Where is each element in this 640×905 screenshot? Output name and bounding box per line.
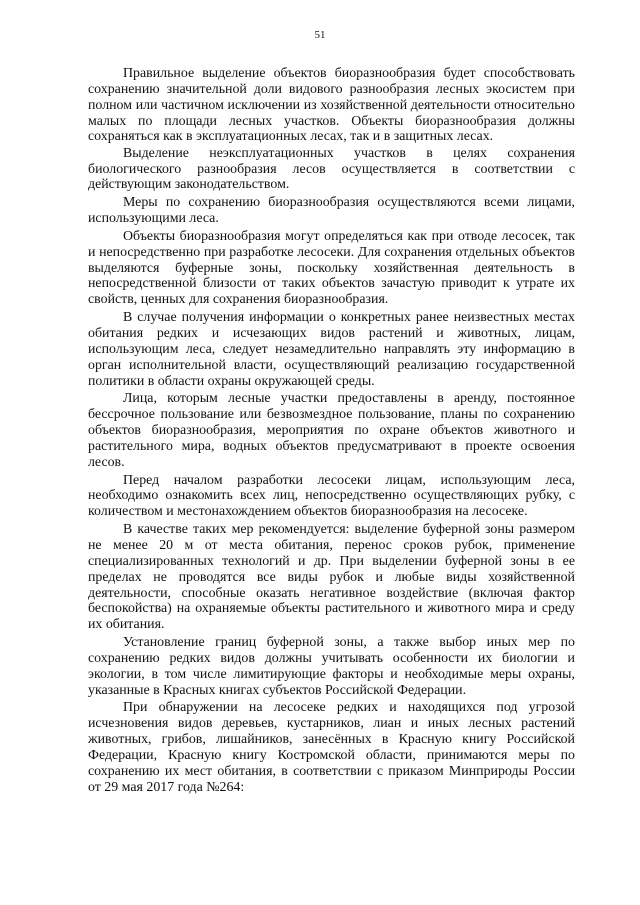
- page-number: 51: [314, 29, 326, 41]
- paragraph-9: Установление границ буферной зоны, а также выбор иных мер по сохранению редких видов должны учитывать особенности их биологии и экологии, в том числе лимитирующие факторы и необходимые меры охраны, указанные в Красных книгах субъектов Российской Федерации.: [88, 635, 575, 698]
- paragraph-7: Перед началом разработки лесосеки лицам, использующим леса, необходимо ознакомить всех лиц, непосредственно осуществляющих рубку, с количеством и местонахождением объектов биоразнообразия на лесосеке.: [88, 472, 575, 520]
- document-body: [88, 66, 575, 796]
- paragraph-4: Объекты биоразнообразия могут определяться как при отводе лесосек, так и непосредственно при разработке лесосеки. Для сохранения отдельных объектов выделяются буферные зоны, поскольку хозяйственная деятельность в непосредственной близости от таких объектов зачастую приводит к утрате их свойств, ценных для сохранения биоразнообразия.: [88, 228, 575, 308]
- paragraph-5: В случае получения информации о конкретных ранее неизвестных местах обитания редких и исчезающих видов растений и животных, лицам, использующим леса, следует незамедлительно направлять эту информацию в орган исполнительной власти, осуществляющий реализацию государственной политики в области охраны окружающей среды.: [88, 310, 575, 389]
- paragraph-1: Правильное выделение объектов биоразнообразия будет способствовать сохранению значительной доли видового разнообразия лесных экосистем при полном или частичном исключении из хозяйственной деятельности относительно малых по площади лесных участков. Объекты биоразнообразия должны сохраняться как в эксплуатационных лесах, так и в защитных лесах.: [88, 66, 575, 145]
- paragraph-3: Меры по сохранению биоразнообразия осуществляются всеми лицами, использующими леса.: [88, 195, 575, 227]
- paragraph-8: В качестве таких мер рекомендуется: выделение буферной зоны размером не менее 20 м от места обитания, перенос сроков рубок, применение специализированных технологий и др. При выделении буферной зоны в ее пределах не проводятся все виды рубок и любые виды хозяйственной деятельности, способные оказать негативное воздействие (включая фактор беспокойства) на охраняемые объекты растительного и животного мира и среду их обитания.: [88, 522, 575, 633]
- paragraph-10: При обнаружении на лесосеке редких и находящихся под угрозой исчезновения видов деревьев, кустарников, лиан и иных лесных растений животных, грибов, лишайников, занесённых в Красную книгу Российской Федерации, Красную книгу Костромской области, принимаются меры по сохранению их мест обитания, в соответствии с приказом Минприроды России от 29 мая 2017 года №264:: [88, 700, 575, 795]
- paragraph-6: Лица, которым лесные участки предоставлены в аренду, постоянное бессрочное пользование или безвозмездное пользование, планы по сохранению объектов биоразнообразия, мероприятия по охране объектов животного и растительного мира, водных объектов предусматривают в проекте освоения лесов.: [88, 391, 575, 470]
- paragraph-2: Выделение неэксплуатационных участков в целях сохранения биологического разнообразия лесов осуществляется в соответствии с действующим законодательством.: [88, 145, 575, 193]
